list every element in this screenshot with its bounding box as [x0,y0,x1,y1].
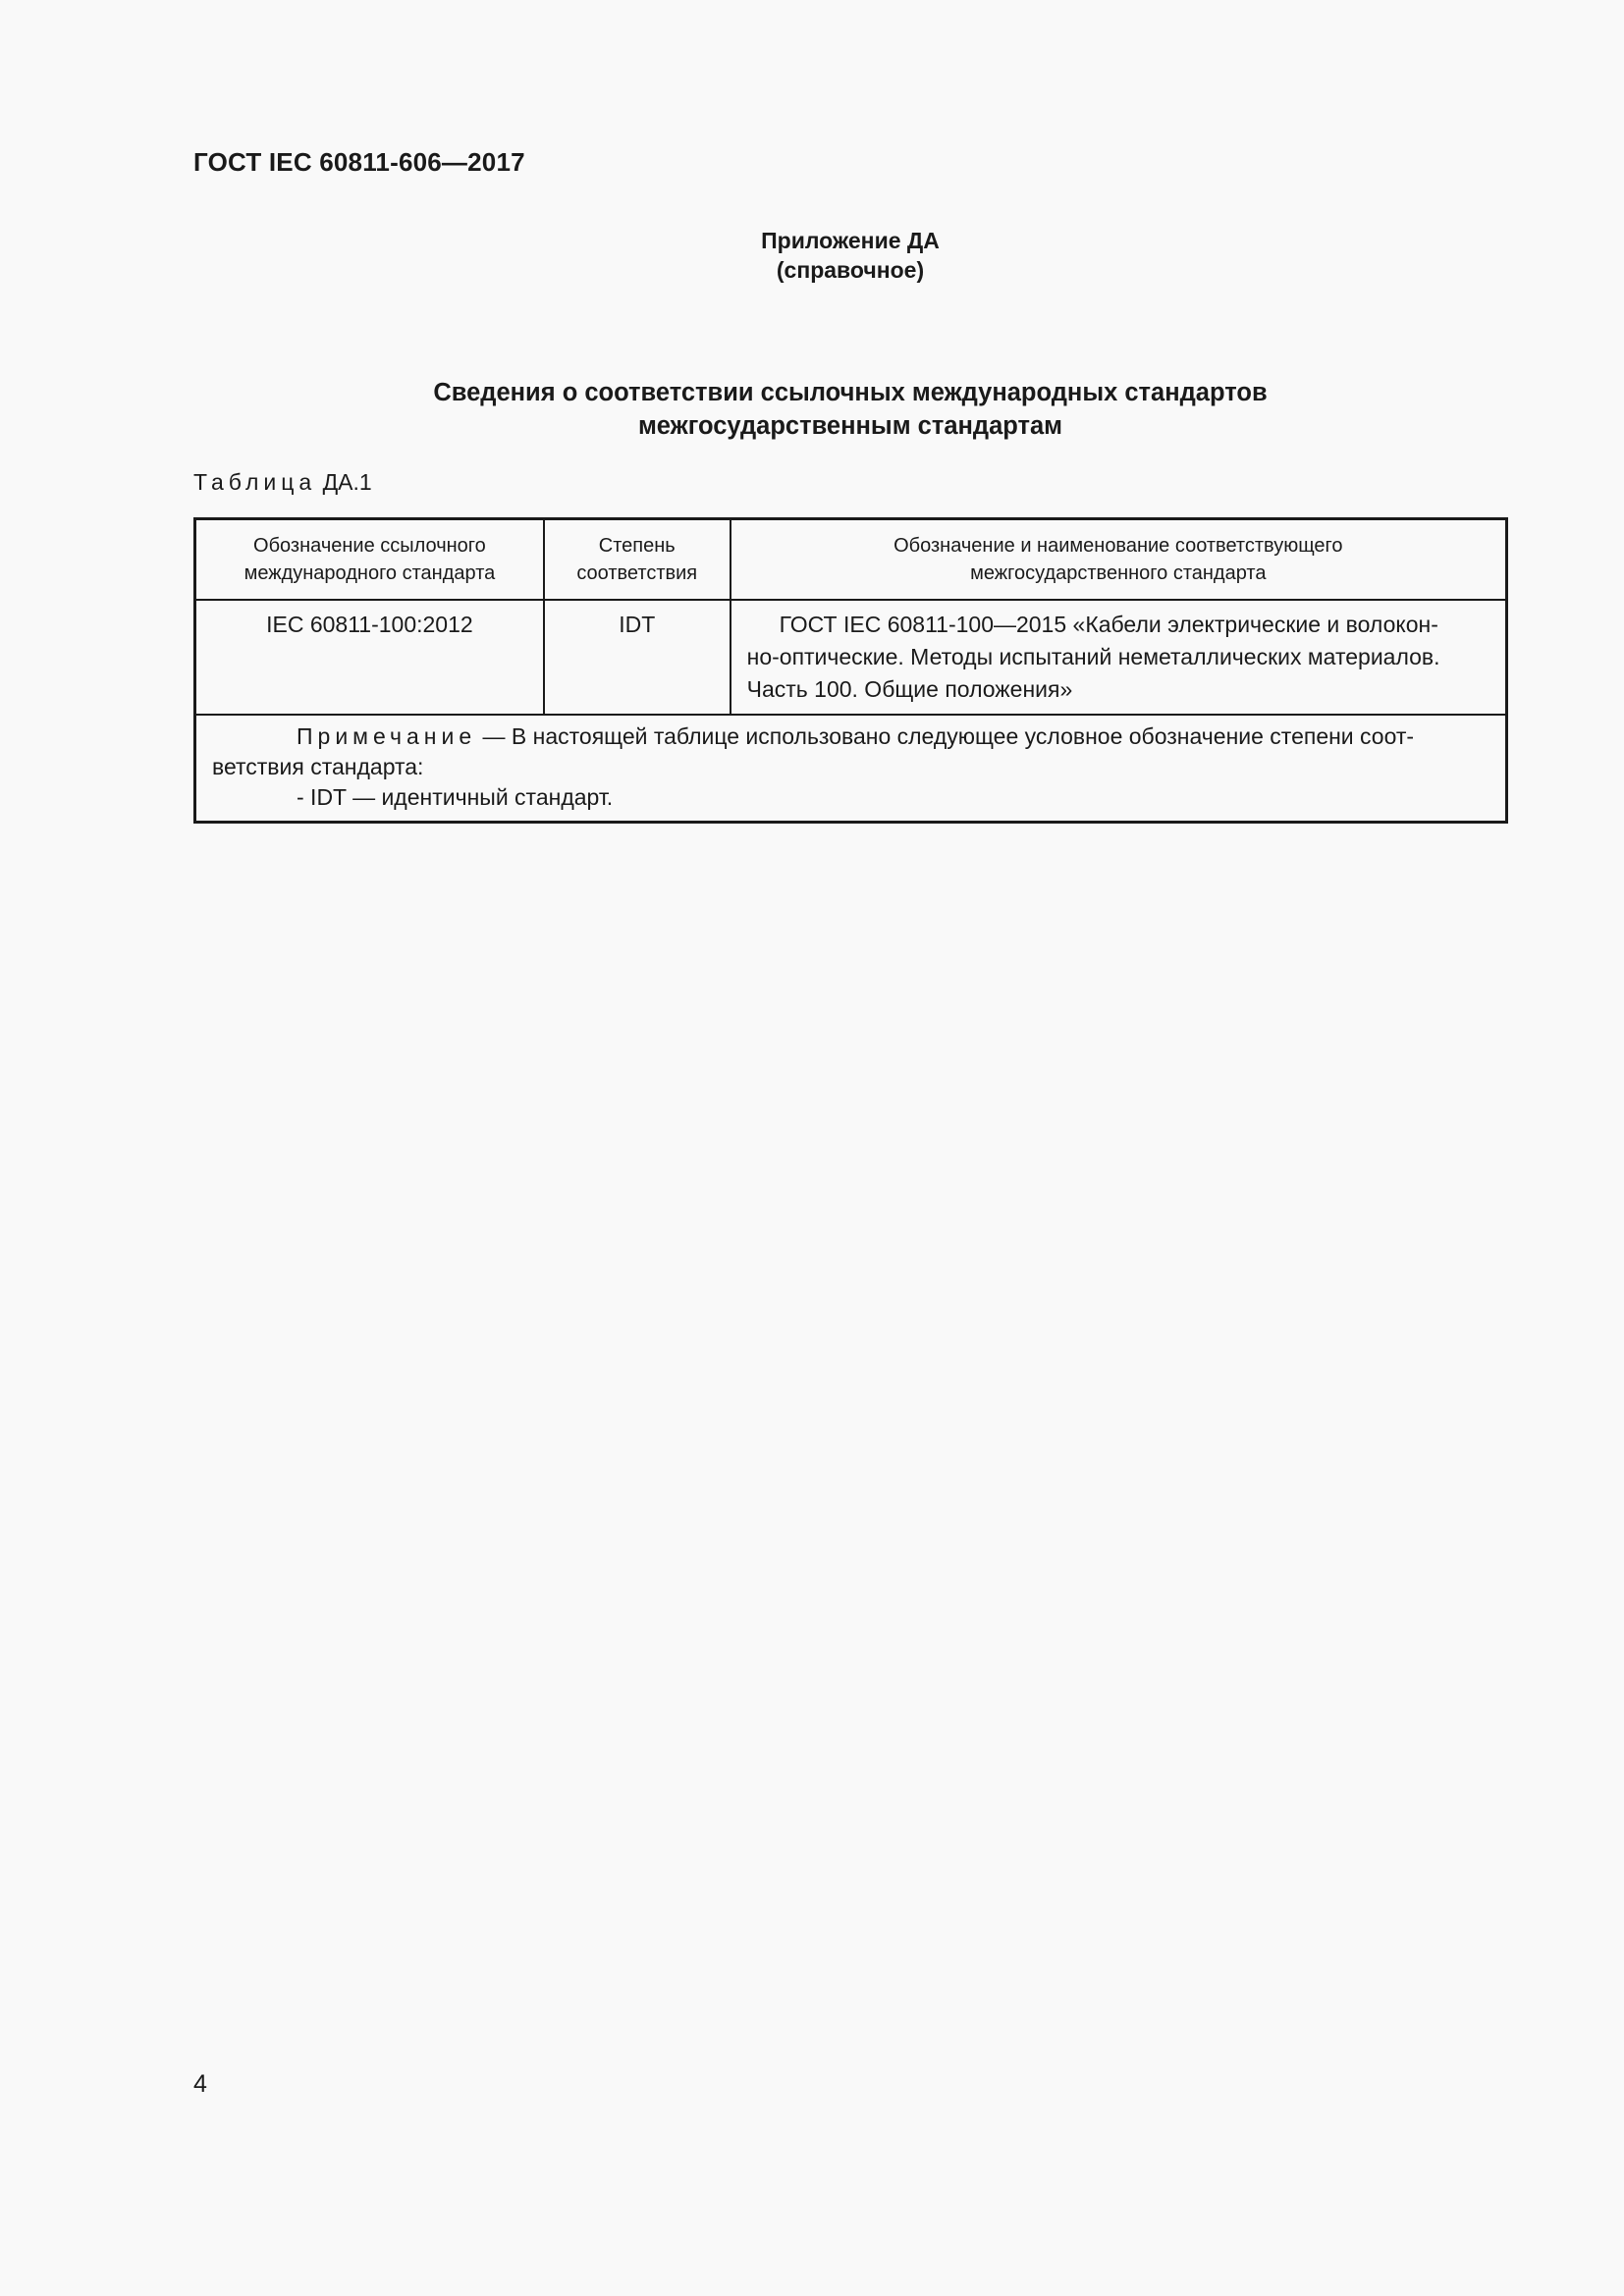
note-line-1 [212,721,1489,752]
cell-degree: IDT [544,600,731,715]
note-line-2: ветствия стандарта: [212,754,424,779]
header-ref-standard-line-2: международного стандарта [244,562,496,584]
table-note [195,715,1507,823]
header-degree-line-1: Степень [598,535,676,557]
table-caption-number: ДА.1 [322,469,372,495]
header-interstate-line-1: Обозначение и наименование соответствующего [893,535,1343,557]
table-caption-label: Таблица [193,469,317,495]
note-label: Примечание [297,723,477,749]
cell-interstate-line-1: ГОСТ IEC 60811-100—2015 «Кабели электрические и волокон- [779,612,1438,637]
note-item: - IDT — идентичный стандарт. [297,784,614,810]
page-number: 4 [193,2070,207,2098]
appendix-title: Приложение ДА [761,228,940,253]
appendix-type: (справочное) [776,257,925,283]
cell-interstate-line-3: Часть 100. Общие положения» [746,676,1073,702]
header-degree [544,519,731,601]
cell-ref-standard: IEC 60811-100:2012 [195,600,544,715]
section-title-line-1: Сведения о соответствии ссылочных международных стандартов [433,379,1268,406]
document-code: ГОСТ IEC 60811-606—2017 [193,147,525,177]
appendix-heading [193,226,1507,285]
table-header-row [195,519,1507,601]
table-row [195,600,1507,715]
header-degree-line-2: соответствия [576,562,698,584]
header-interstate-standard [731,519,1507,601]
header-ref-standard-line-1: Обозначение ссылочного [253,535,486,557]
cell-interstate-standard [731,600,1507,715]
correspondence-table [193,517,1508,824]
header-interstate-line-2: межгосударственного стандарта [970,562,1267,584]
table-caption [193,469,372,496]
cell-interstate-line-2: но-оптические. Методы испытаний неметаллических материалов. [746,644,1440,669]
note-text-1: — В настоящей таблице использовано следующее условное обозначение степени соот- [476,723,1415,749]
header-ref-standard [195,519,544,601]
section-title-line-2: межгосударственным стандартам [637,412,1063,440]
section-title [193,376,1507,443]
table-note-row [195,715,1507,823]
